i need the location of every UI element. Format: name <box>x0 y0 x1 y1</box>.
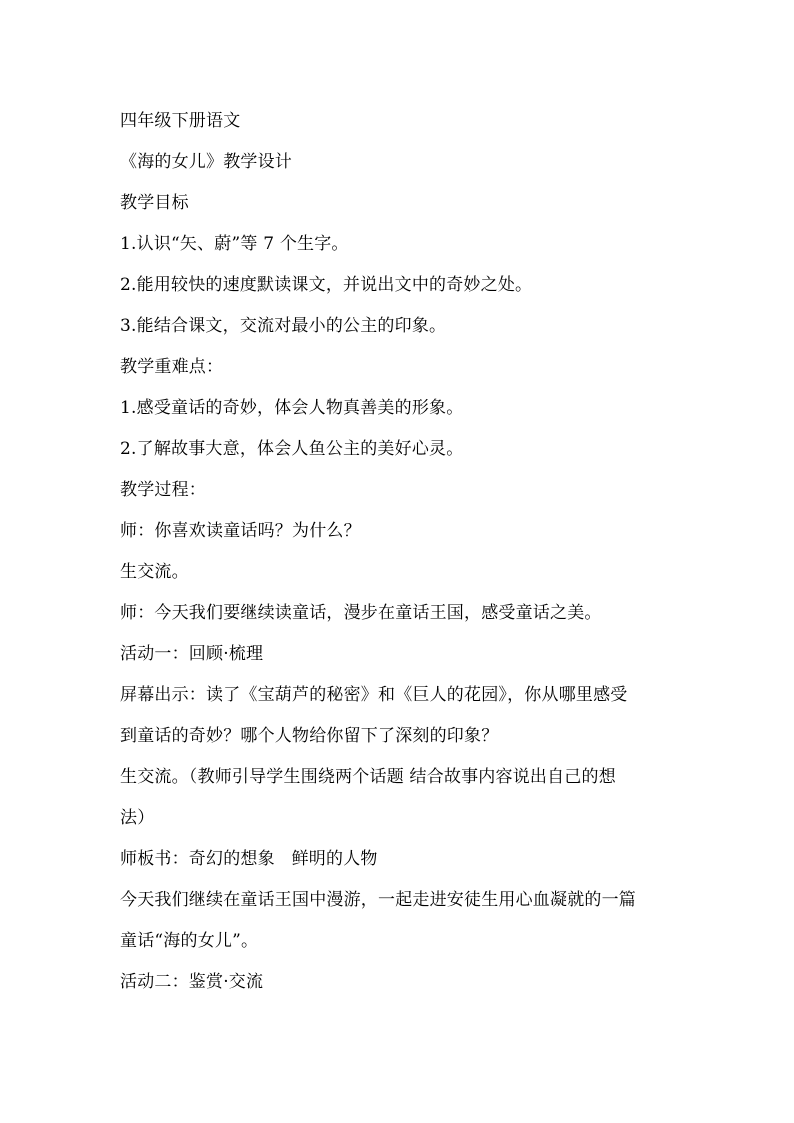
objective-item-3: 3.能结合课文，交流对最小的公主的印象。 <box>120 316 447 336</box>
lesson-title: 《海的女儿》教学设计 <box>120 152 292 172</box>
process-paragraph: 师：你喜欢读童话吗？为什么？ <box>120 521 361 541</box>
section-heading-objectives: 教学目标 <box>120 193 189 213</box>
objective-item-2: 2.能用较快的速度默读课文，并说出文中的奇妙之处。 <box>120 275 533 295</box>
process-paragraph: 法） <box>120 808 155 828</box>
objective-item-1: 1.认识“矢、蔚”等 7 个生字。 <box>120 234 349 254</box>
key-point-item-2: 2.了解故事大意，体会人鱼公主的美好心灵。 <box>120 439 464 459</box>
process-paragraph: 师：今天我们要继续读童话，漫步在童话王国，感受童话之美。 <box>120 603 602 623</box>
process-paragraph: 今天我们继续在童话王国中漫游，一起走进安徒生用心血凝就的一篇 <box>120 890 636 910</box>
process-paragraph: 生交流。 <box>120 562 189 582</box>
key-point-item-1: 1.感受童话的奇妙，体会人物真善美的形象。 <box>120 398 464 418</box>
process-paragraph: 到童话的奇妙？哪个人物给你留下了深刻的印象？ <box>120 726 499 746</box>
process-paragraph: 生交流。（教师引导学生围绕两个话题 结合故事内容说出自己的想 <box>120 767 616 787</box>
document-body <box>120 101 680 1003</box>
section-heading-process: 教学过程： <box>120 480 206 500</box>
activity-heading-2: 活动二：鉴赏·交流 <box>120 972 264 992</box>
blackboard-note: 师板书：奇幻的想象 鲜明的人物 <box>120 849 378 869</box>
process-paragraph: 屏幕出示：读了《宝葫芦的秘密》和《巨人的花园》，你从哪里感受 <box>120 685 628 705</box>
activity-heading-1: 活动一：回顾·梳理 <box>120 644 264 664</box>
section-heading-key-points: 教学重难点： <box>120 357 224 377</box>
process-paragraph: 童话“海的女儿”。 <box>120 931 259 951</box>
grade-subject-title: 四年级下册语文 <box>120 111 241 131</box>
